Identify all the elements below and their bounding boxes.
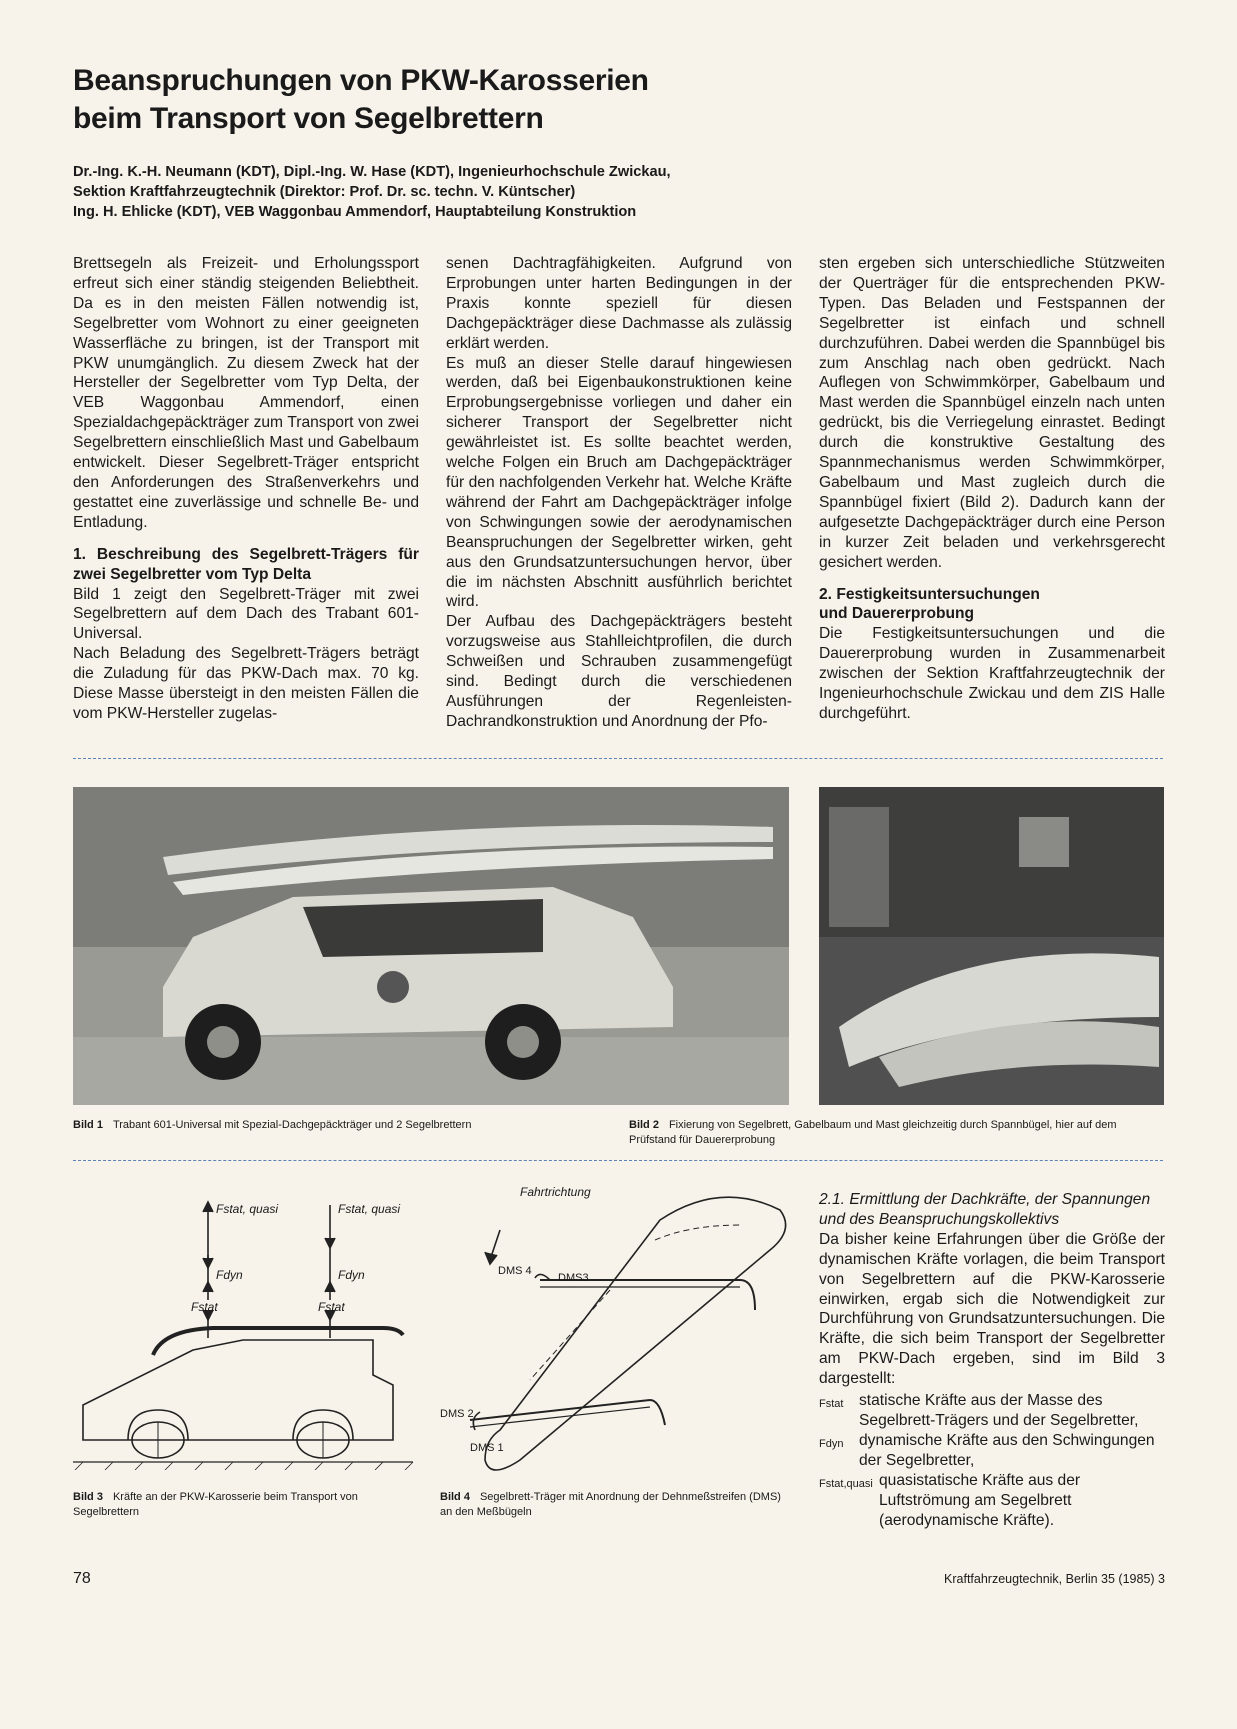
label-fstat-quasi-left: Fstat, quasi <box>216 1202 279 1216</box>
label-fstat-left: Fstat <box>191 1300 218 1314</box>
label-dms3: DMS3 <box>558 1272 589 1284</box>
definition-item: Fstat,quasi quasistatische Kräfte aus der Luftströmung am Segelbrett (aerodynamische Kräfte). <box>819 1471 1081 1529</box>
author-block <box>73 162 833 222</box>
label-dms2: DMS 2 <box>440 1408 474 1420</box>
paragraph: Nach Beladung des Segelbrett-Trägers beträgt die Zuladung für das PKW-Dach max. 70 kg. Diese Masse übersteigt in den meisten Fällen die vom PKW-Hersteller zugelas- <box>73 645 419 722</box>
photo-test-rig <box>819 787 1164 1105</box>
journal-footer: Kraftfahrzeugtechnik, Berlin 35 (1985) 3 <box>944 1572 1165 1586</box>
label-dms4: DMS 4 <box>498 1265 532 1277</box>
section-heading-1: 1. Beschreibung des Segelbrett-Trägers für zwei Segelbretter vom Typ Delta <box>73 545 419 583</box>
label-dms1: DMS 1 <box>470 1442 504 1454</box>
label-fdyn-left: Fdyn <box>216 1268 243 1282</box>
text-column-3 <box>819 254 1165 724</box>
paragraph: Es muß an dieser Stelle darauf hingewiesen werden, daß bei Eigenbaukonstruktionen keine Erprobungsergebnisse vorliegen und daher ein sicherer Transport der Segelbretter nicht gewährleistet ist. Es sollte beachtet werden, welche Folgen ein Bruch am Dachgepäckträger für den nachfolgenden Verkehr hat. Welche Kräfte während der Fahrt am Dachgepäckträger infolge von Schwingungen sowie der aerodynamischen Beanspruchungen der Segelbretter wirken, geht aus den Grundsatzuntersuchungen hervor, über die im nächsten Abschnitt ausführlich berichtet wird. <box>446 354 792 611</box>
caption-bild-3: Bild 3 Kräfte an der PKW-Karosserie beim Transport von Segelbrettern <box>73 1491 358 1518</box>
paragraph: Der Aufbau des Dachgepäckträgers besteht vorzugsweise aus Stahlleichtprofilen, die durch Schweißen und Schrauben zusammengefügt sind. Bedingt durch die verschiedenen Ausführungen der Regenleisten-Dachrandkonstruktion und Anordnung der Pfo- <box>446 613 792 730</box>
figure-bild-4-dms <box>440 1180 800 1480</box>
figure-bild-3-forces <box>73 1200 423 1470</box>
text-column-4 <box>819 1190 1165 1530</box>
article-title <box>73 62 873 138</box>
title-line-1: Beanspruchungen von PKW-Karosserien <box>73 64 649 97</box>
divider <box>73 1160 1163 1161</box>
subsection-heading: 2.1. Ermittlung der Dachkräfte, der Spannungen und des Beanspruchungskollektivs <box>819 1191 1151 1228</box>
label-fdyn-right: Fdyn <box>338 1268 365 1282</box>
paragraph: Bild 1 zeigt den Segelbrett-Träger mit zwei Segelbrettern auf dem Dach des Trabant 601-Universal. <box>73 585 419 643</box>
paragraph: Die Festigkeitsuntersuchungen und die Dauererprobung wurden in Zusammenarbeit zwischen der Sektion Kraftfahrzeugtechnik der Ingenieurhochschule Zwickau und dem ZIS Halle durchgeführt. <box>819 625 1165 722</box>
author-line-1: Dr.-Ing. K.-H. Neumann (KDT), Dipl.-Ing. W. Hase (KDT), Ingenieurhochschule Zwickau, <box>73 164 671 180</box>
paragraph: senen Dachtragfähigkeiten. Aufgrund von Erprobungen unter harten Bedingungen in der Praxis konnte speziell für diesen Dachgepäckträger diese Dachmasse als zulässig erklärt werden. <box>446 255 792 352</box>
title-line-2: beim Transport von Segelbrettern <box>73 102 544 135</box>
page-number: 78 <box>73 1570 91 1587</box>
author-line-3: Ing. H. Ehlicke (KDT), VEB Waggonbau Ammendorf, Hauptabteilung Konstruktion <box>73 204 637 220</box>
force-definitions <box>819 1391 1165 1530</box>
paragraph: Da bisher keine Erfahrungen über die Größe der dynamischen Kräfte vorlagen, die beim Transport von Segelbrettern auf die PKW-Karosserie einwirken, ergab sich die Notwendigkeit zur Durchführung von Grundsatzuntersuchungen. Die Kräfte, die sich beim Transport der Segelbretter am PKW-Dach ergeben, sind im Bild 3 dargestellt: <box>819 1230 1165 1388</box>
label-fstat-quasi-right: Fstat, quasi <box>338 1202 401 1216</box>
paragraph: sten ergeben sich unterschiedliche Stützweiten der Querträger für die entsprechenden PKW-Typen. Das Beladen und Festspannen der Segelbretter ist einfach und schnell durchzuführen. Dabei werden die Spannbügel bis zum Anschlag nach oben gedrückt. Nach Auflegen von Schwimmkörper, Gabelbaum und Mast werden die Spannbügel einzeln nach unten gedrückt, bis die Verriegelung einrastet. Bedingt durch die konstruktive Gestaltung des Spannmechanismus werden Schwimmkörper, Gabelbaum und Mast zugleich durch die Spannbügel fixiert (Bild 2). Dadurch kann der aufgesetzte Dachgepäckträger durch eine Person in kurzer Zeit beladen und verkehrsgerecht gesichert werden. <box>819 255 1165 571</box>
divider <box>73 758 1163 759</box>
definition-item: Fdyn dynamische Kräfte aus den Schwingungen der Segelbretter, <box>819 1431 1155 1469</box>
label-fahrtrichtung: Fahrtrichtung <box>520 1185 591 1199</box>
caption-bild-4: Bild 4 Segelbrett-Träger mit Anordnung der Dehnmeßstreifen (DMS) an den Meßbügeln <box>440 1491 781 1518</box>
paragraph: Brettsegeln als Freizeit- und Erholungssport erfreut sich einer ständig steigenden Beliebtheit. Da es in den meisten Fällen notwendig ist, Segelbretter vom Wohnort zu einer geeigneten Wasserfläche zu bringen, ist der Transport mit PKW unumgänglich. Zu diesem Zweck hat der Hersteller der Segelbretter vom Typ Delta, der VEB Waggonbau Ammendorf, einen Spezialdachgepäckträger zum Transport von zwei Segelbrettern einschließlich Mast und Gabelbaum entwickelt. Dieser Segelbrett-Träger entspricht den Anforderungen des Straßenverkehrs und gestattet eine zuverlässige und schnelle Be- und Entladung. <box>73 255 419 531</box>
photo-trabant-with-boards <box>73 787 789 1105</box>
caption-bild-1: Bild 1 Trabant 601-Universal mit Spezial-Dachgepäckträger und 2 Segelbrettern <box>73 1119 472 1131</box>
text-column-2 <box>446 254 792 732</box>
definition-item: Fstat statische Kräfte aus der Masse des Segelbrett-Trägers und der Segelbretter, <box>819 1392 1139 1429</box>
text-column-1 <box>73 254 419 724</box>
section-heading-2: 2. Festigkeitsuntersuchungen und Dauererprobung <box>819 585 1040 623</box>
label-fstat-right: Fstat <box>318 1300 345 1314</box>
author-line-2: Sektion Kraftfahrzeugtechnik (Direktor: Prof. Dr. sc. techn. V. Küntscher) <box>73 184 576 200</box>
caption-bild-2: Bild 2 Fixierung von Segelbrett, Gabelbaum und Mast gleichzeitig durch Spannbügel, hier auf dem Prüfstand für Dauererprobung <box>629 1119 1117 1146</box>
